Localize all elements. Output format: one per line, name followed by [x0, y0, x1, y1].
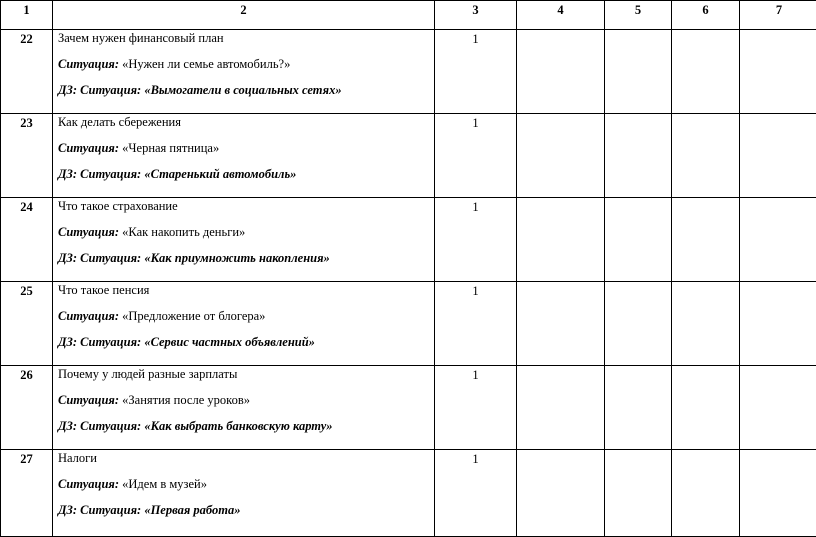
lesson-situation [58, 57, 429, 72]
empty-cell [740, 198, 816, 282]
lesson-homework: ДЗ: Ситуация: «Как выбрать банковскую карту» [58, 419, 429, 434]
column-header: 6 [672, 1, 740, 30]
lesson-topic-cell [53, 366, 435, 450]
lesson-situation [58, 141, 429, 156]
column-header: 1 [1, 1, 53, 30]
lesson-homework: ДЗ: Ситуация: «Вымогатели в социальных сетях» [58, 83, 429, 98]
empty-cell [672, 114, 740, 198]
situation-text: «Идем в музей» [122, 477, 207, 491]
lesson-number: 26 [1, 366, 53, 450]
table-row [1, 282, 816, 366]
situation-text: «Нужен ли семье автомобиль?» [122, 57, 290, 71]
empty-cell [605, 114, 672, 198]
empty-cell [517, 450, 605, 537]
lesson-topic: Почему у людей разные зарплаты [58, 367, 429, 382]
empty-cell [517, 366, 605, 450]
empty-cell [517, 282, 605, 366]
lesson-number: 24 [1, 198, 53, 282]
lesson-hours: 1 [435, 114, 517, 198]
situation-label: Ситуация: [58, 477, 119, 491]
lesson-topic-cell [53, 450, 435, 537]
lesson-situation [58, 393, 429, 408]
lesson-number: 27 [1, 450, 53, 537]
column-header: 5 [605, 1, 672, 30]
empty-cell [517, 198, 605, 282]
lesson-homework: ДЗ: Ситуация: «Сервис частных объявлений» [58, 335, 429, 350]
lesson-topic: Что такое страхование [58, 199, 429, 214]
column-header: 3 [435, 1, 517, 30]
lesson-hours: 1 [435, 282, 517, 366]
situation-label: Ситуация: [58, 141, 119, 155]
lesson-topic-cell [53, 282, 435, 366]
empty-cell [672, 198, 740, 282]
empty-cell [672, 282, 740, 366]
empty-cell [672, 366, 740, 450]
column-header: 2 [53, 1, 435, 30]
empty-cell [740, 282, 816, 366]
lesson-homework: ДЗ: Ситуация: «Как приумножить накопления» [58, 251, 429, 266]
empty-cell [605, 366, 672, 450]
lesson-topic-cell [53, 30, 435, 114]
lesson-situation [58, 477, 429, 492]
lesson-hours: 1 [435, 366, 517, 450]
table-row [1, 198, 816, 282]
situation-label: Ситуация: [58, 309, 119, 323]
empty-cell [740, 366, 816, 450]
situation-text: «Занятия после уроков» [122, 393, 250, 407]
lesson-topic: Как делать сбережения [58, 115, 429, 130]
lesson-homework: ДЗ: Ситуация: «Первая работа» [58, 503, 429, 518]
situation-label: Ситуация: [58, 225, 119, 239]
empty-cell [605, 450, 672, 537]
empty-cell [605, 30, 672, 114]
empty-cell [605, 198, 672, 282]
table-row [1, 366, 816, 450]
column-header: 4 [517, 1, 605, 30]
lesson-topic: Что такое пенсия [58, 283, 429, 298]
lesson-number: 23 [1, 114, 53, 198]
lesson-situation [58, 225, 429, 240]
table-row [1, 30, 816, 114]
lesson-number: 25 [1, 282, 53, 366]
situation-label: Ситуация: [58, 393, 119, 407]
situation-text: «Черная пятница» [122, 141, 219, 155]
lesson-topic: Налоги [58, 451, 429, 466]
lesson-topic-cell [53, 114, 435, 198]
situation-text: «Предложение от блогера» [122, 309, 265, 323]
empty-cell [740, 450, 816, 537]
empty-cell [517, 30, 605, 114]
empty-cell [605, 282, 672, 366]
situation-text: «Как накопить деньги» [122, 225, 245, 239]
table-row [1, 114, 816, 198]
column-header: 7 [740, 1, 816, 30]
lesson-hours: 1 [435, 450, 517, 537]
lesson-hours: 1 [435, 30, 517, 114]
table-row [1, 450, 816, 537]
empty-cell [740, 114, 816, 198]
lesson-hours: 1 [435, 198, 517, 282]
empty-cell [740, 30, 816, 114]
table-header-row [1, 1, 816, 30]
empty-cell [672, 30, 740, 114]
lesson-topic-cell [53, 198, 435, 282]
lesson-topic: Зачем нужен финансовый план [58, 31, 429, 46]
lesson-homework: ДЗ: Ситуация: «Старенький автомобиль» [58, 167, 429, 182]
empty-cell [672, 450, 740, 537]
empty-cell [517, 114, 605, 198]
situation-label: Ситуация: [58, 57, 119, 71]
lesson-situation [58, 309, 429, 324]
lesson-number: 22 [1, 30, 53, 114]
